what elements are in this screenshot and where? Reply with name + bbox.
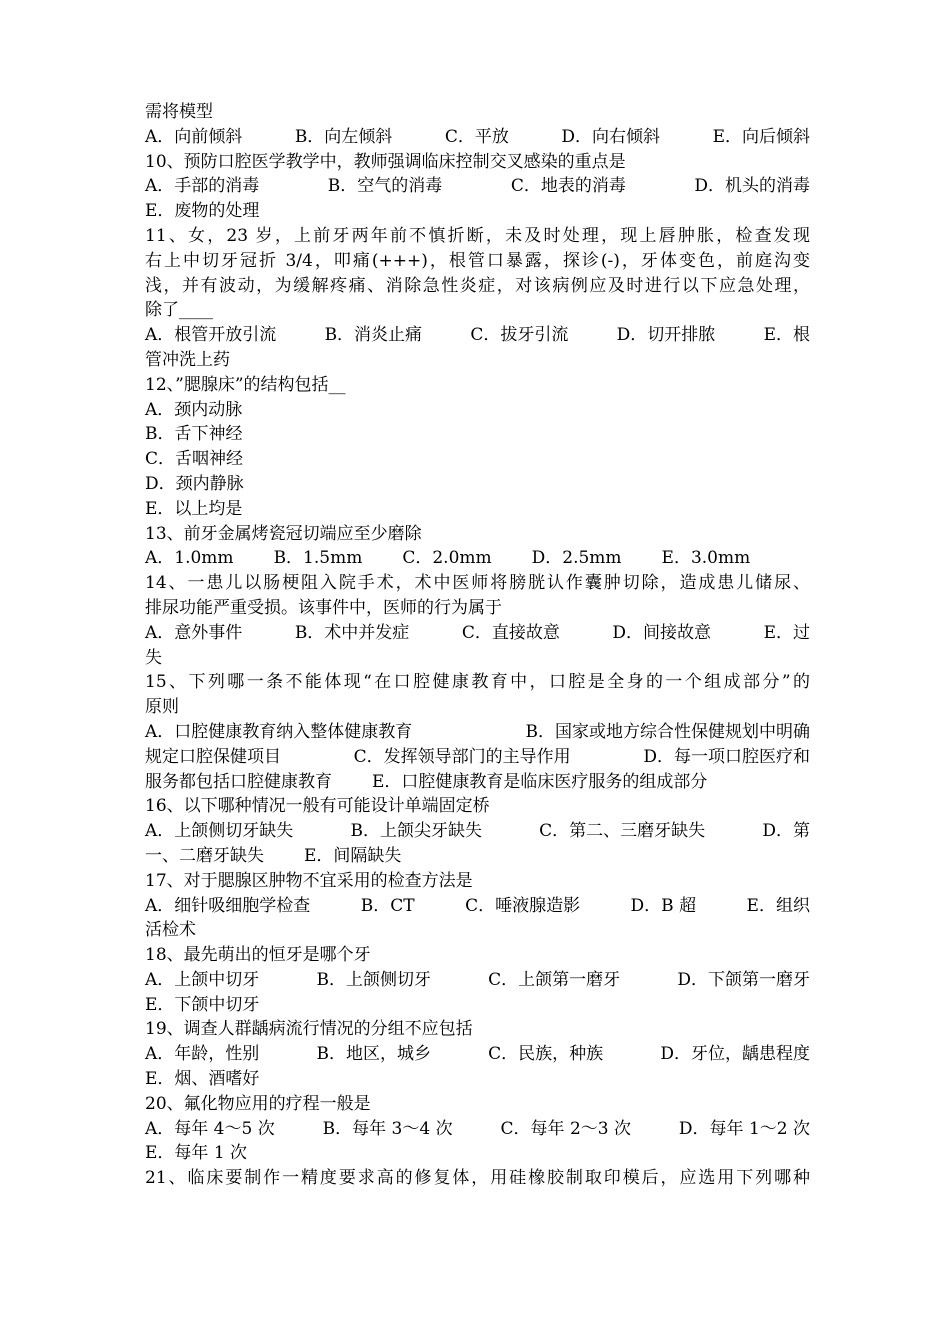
text-line: 失 <box>145 647 162 668</box>
text-line: 11、女，23 岁，上前牙两年前不慎折断，未及时处理，现上唇肿胀，检查发现 <box>145 225 810 246</box>
text-line: D．颈内静脉 <box>145 473 244 494</box>
option-text: E．组织 <box>746 895 810 916</box>
text-line: 15、下列哪一条不能体现“在口腔健康教育中，口腔是全身的一个组成部分”的 <box>145 672 810 693</box>
text-line: 浅，并有波动，为缓解疼痛、消除急性炎症，对该病例应及时进行以下应急处理， <box>145 275 810 296</box>
option-row <box>145 546 810 571</box>
option-text: C．地表的消毒 <box>510 176 626 197</box>
option-text: B．1.5mm <box>273 548 363 569</box>
option-text: C．2.0mm <box>402 548 492 569</box>
option-text: A．向前倾斜 <box>145 126 243 147</box>
option-text: 一、二磨牙缺失 <box>145 845 264 866</box>
text-line: E．以上均是 <box>145 498 243 519</box>
document-page <box>145 100 810 1191</box>
option-text: B．术中并发症 <box>294 622 410 643</box>
option-text: C．第二、三磨牙缺失 <box>539 821 706 842</box>
option-text: C．上颌第一磨牙 <box>488 969 621 990</box>
option-text: B．地区，城乡 <box>316 1044 431 1065</box>
option-text: B．向左倾斜 <box>294 126 393 147</box>
option-text: A．每年 4～5 次 <box>145 1118 275 1139</box>
option-text: A．1.0mm <box>145 548 234 569</box>
option-text: D．每年 1～2 次 <box>678 1118 810 1139</box>
option-row <box>145 1117 810 1142</box>
option-text: E．口腔健康教育是临床医疗服务的组成部分 <box>372 771 708 792</box>
option-text: E．过 <box>763 622 810 643</box>
option-text: D．切开排脓 <box>616 325 716 346</box>
option-row <box>145 745 810 770</box>
option-text: 规定口腔保健项目 <box>145 746 281 767</box>
option-row <box>145 844 810 869</box>
option-text: D．牙位，龋患程度 <box>660 1044 810 1065</box>
option-row <box>145 770 810 795</box>
text-line: A．颈内动脉 <box>145 399 243 420</box>
option-text: E．3.0mm <box>661 548 751 569</box>
option-text: E．根 <box>763 325 810 346</box>
option-text: A．上颌侧切牙缺失 <box>145 821 294 842</box>
option-text: A．上颌中切牙 <box>145 969 260 990</box>
option-text: D．第 <box>762 821 810 842</box>
option-row <box>145 1042 810 1067</box>
option-text: A．细针吸细胞学检查 <box>145 895 311 916</box>
option-text: A．根管开放引流 <box>145 325 277 346</box>
text-line: C．舌咽神经 <box>145 449 244 470</box>
text-line: 18、最先萌出的恒牙是哪个牙 <box>145 945 371 966</box>
text-line: 16、以下哪种情况一般有可能设计单端固定桥 <box>145 796 490 817</box>
text-line: E．下颌中切牙 <box>145 994 260 1015</box>
option-text: B．上颌侧切牙 <box>316 969 431 990</box>
option-text: D．向右倾斜 <box>561 126 661 147</box>
text-line: 20、氟化物应用的疗程一般是 <box>145 1093 371 1114</box>
option-row <box>145 894 810 919</box>
option-text: B．每年 3～4 次 <box>322 1118 453 1139</box>
text-line: 除了____ <box>145 300 213 321</box>
text-line: 管冲洗上药 <box>145 349 230 370</box>
text-line: 10、预防口腔医学教学中，教师强调临床控制交叉感染的重点是 <box>145 151 626 172</box>
option-text: C．每年 2～3 次 <box>500 1118 631 1139</box>
text-line: 21、临床要制作一精度要求高的修复体，用硅橡胶制取印模后，应选用下列哪种 <box>145 1168 810 1189</box>
text-line: 原则 <box>145 697 179 718</box>
option-text: D．每一项口腔医疗和 <box>643 746 810 767</box>
option-text: C．直接故意 <box>461 622 560 643</box>
text-line: B．舌下神经 <box>145 424 243 445</box>
option-row <box>145 968 810 993</box>
option-text: C．民族，种族 <box>488 1044 604 1065</box>
text-line: 12、”腮腺床”的结构包括__ <box>145 374 346 395</box>
text-line: 14、一患儿以肠梗阻入院手术，术中医师将膀胱认作囊肿切除，造成患儿储尿、 <box>145 573 810 594</box>
text-line: E．烟、酒嗜好 <box>145 1069 260 1090</box>
option-text: B．空气的消毒 <box>327 176 443 197</box>
text-line: 13、前牙金属烤瓷冠切端应至少磨除 <box>145 523 422 544</box>
option-text: C．平放 <box>444 126 509 147</box>
option-text: D．B 超 <box>630 895 697 916</box>
option-row <box>145 720 810 745</box>
option-text: A．意外事件 <box>145 622 243 643</box>
option-row <box>145 174 810 199</box>
text-line: 19、调查人群龋病流行情况的分组不应包括 <box>145 1019 473 1040</box>
option-row <box>145 819 810 844</box>
text-line: E．废物的处理 <box>145 201 260 222</box>
option-row <box>145 125 810 150</box>
option-text: A．口腔健康教育纳入整体健康教育 <box>145 721 413 742</box>
text-line: 右上中切牙冠折 3/4，叩痛(+++)，根管口暴露，探诊(-)，牙体变色，前庭沟变 <box>145 250 810 271</box>
text-line: E．每年 1 次 <box>145 1143 248 1164</box>
option-text: D．间接故意 <box>612 622 712 643</box>
option-row <box>145 323 810 348</box>
option-text: B．消炎止痛 <box>324 325 423 346</box>
text-line: 需将模型 <box>145 102 213 122</box>
option-text: A．手部的消毒 <box>145 176 260 197</box>
option-text: A．年龄，性别 <box>145 1044 260 1065</box>
option-row <box>145 621 810 646</box>
option-text: B．CT <box>360 895 415 916</box>
text-line: 活检术 <box>145 920 196 941</box>
option-text: D．机头的消毒 <box>694 176 810 197</box>
option-text: 服务都包括口腔健康教育 <box>145 771 332 792</box>
option-text: C．唾液腺造影 <box>465 895 581 916</box>
option-text: D．下颌第一磨牙 <box>677 969 810 990</box>
option-text: C．拔牙引流 <box>470 325 569 346</box>
text-line: 17、对于腮腺区肿物不宜采用的检查方法是 <box>145 870 473 891</box>
text-line: 排尿功能严重受损。该事件中，医师的行为属于 <box>145 597 502 618</box>
option-text: B．国家或地方综合性保健规划中明确 <box>525 721 810 742</box>
option-text: D．2.5mm <box>531 548 622 569</box>
option-text: B．上颌尖牙缺失 <box>350 821 482 842</box>
option-text: E．间隔缺失 <box>304 845 402 866</box>
option-text: E．向后倾斜 <box>712 126 810 147</box>
option-text: C．发挥领导部门的主导作用 <box>353 746 571 767</box>
